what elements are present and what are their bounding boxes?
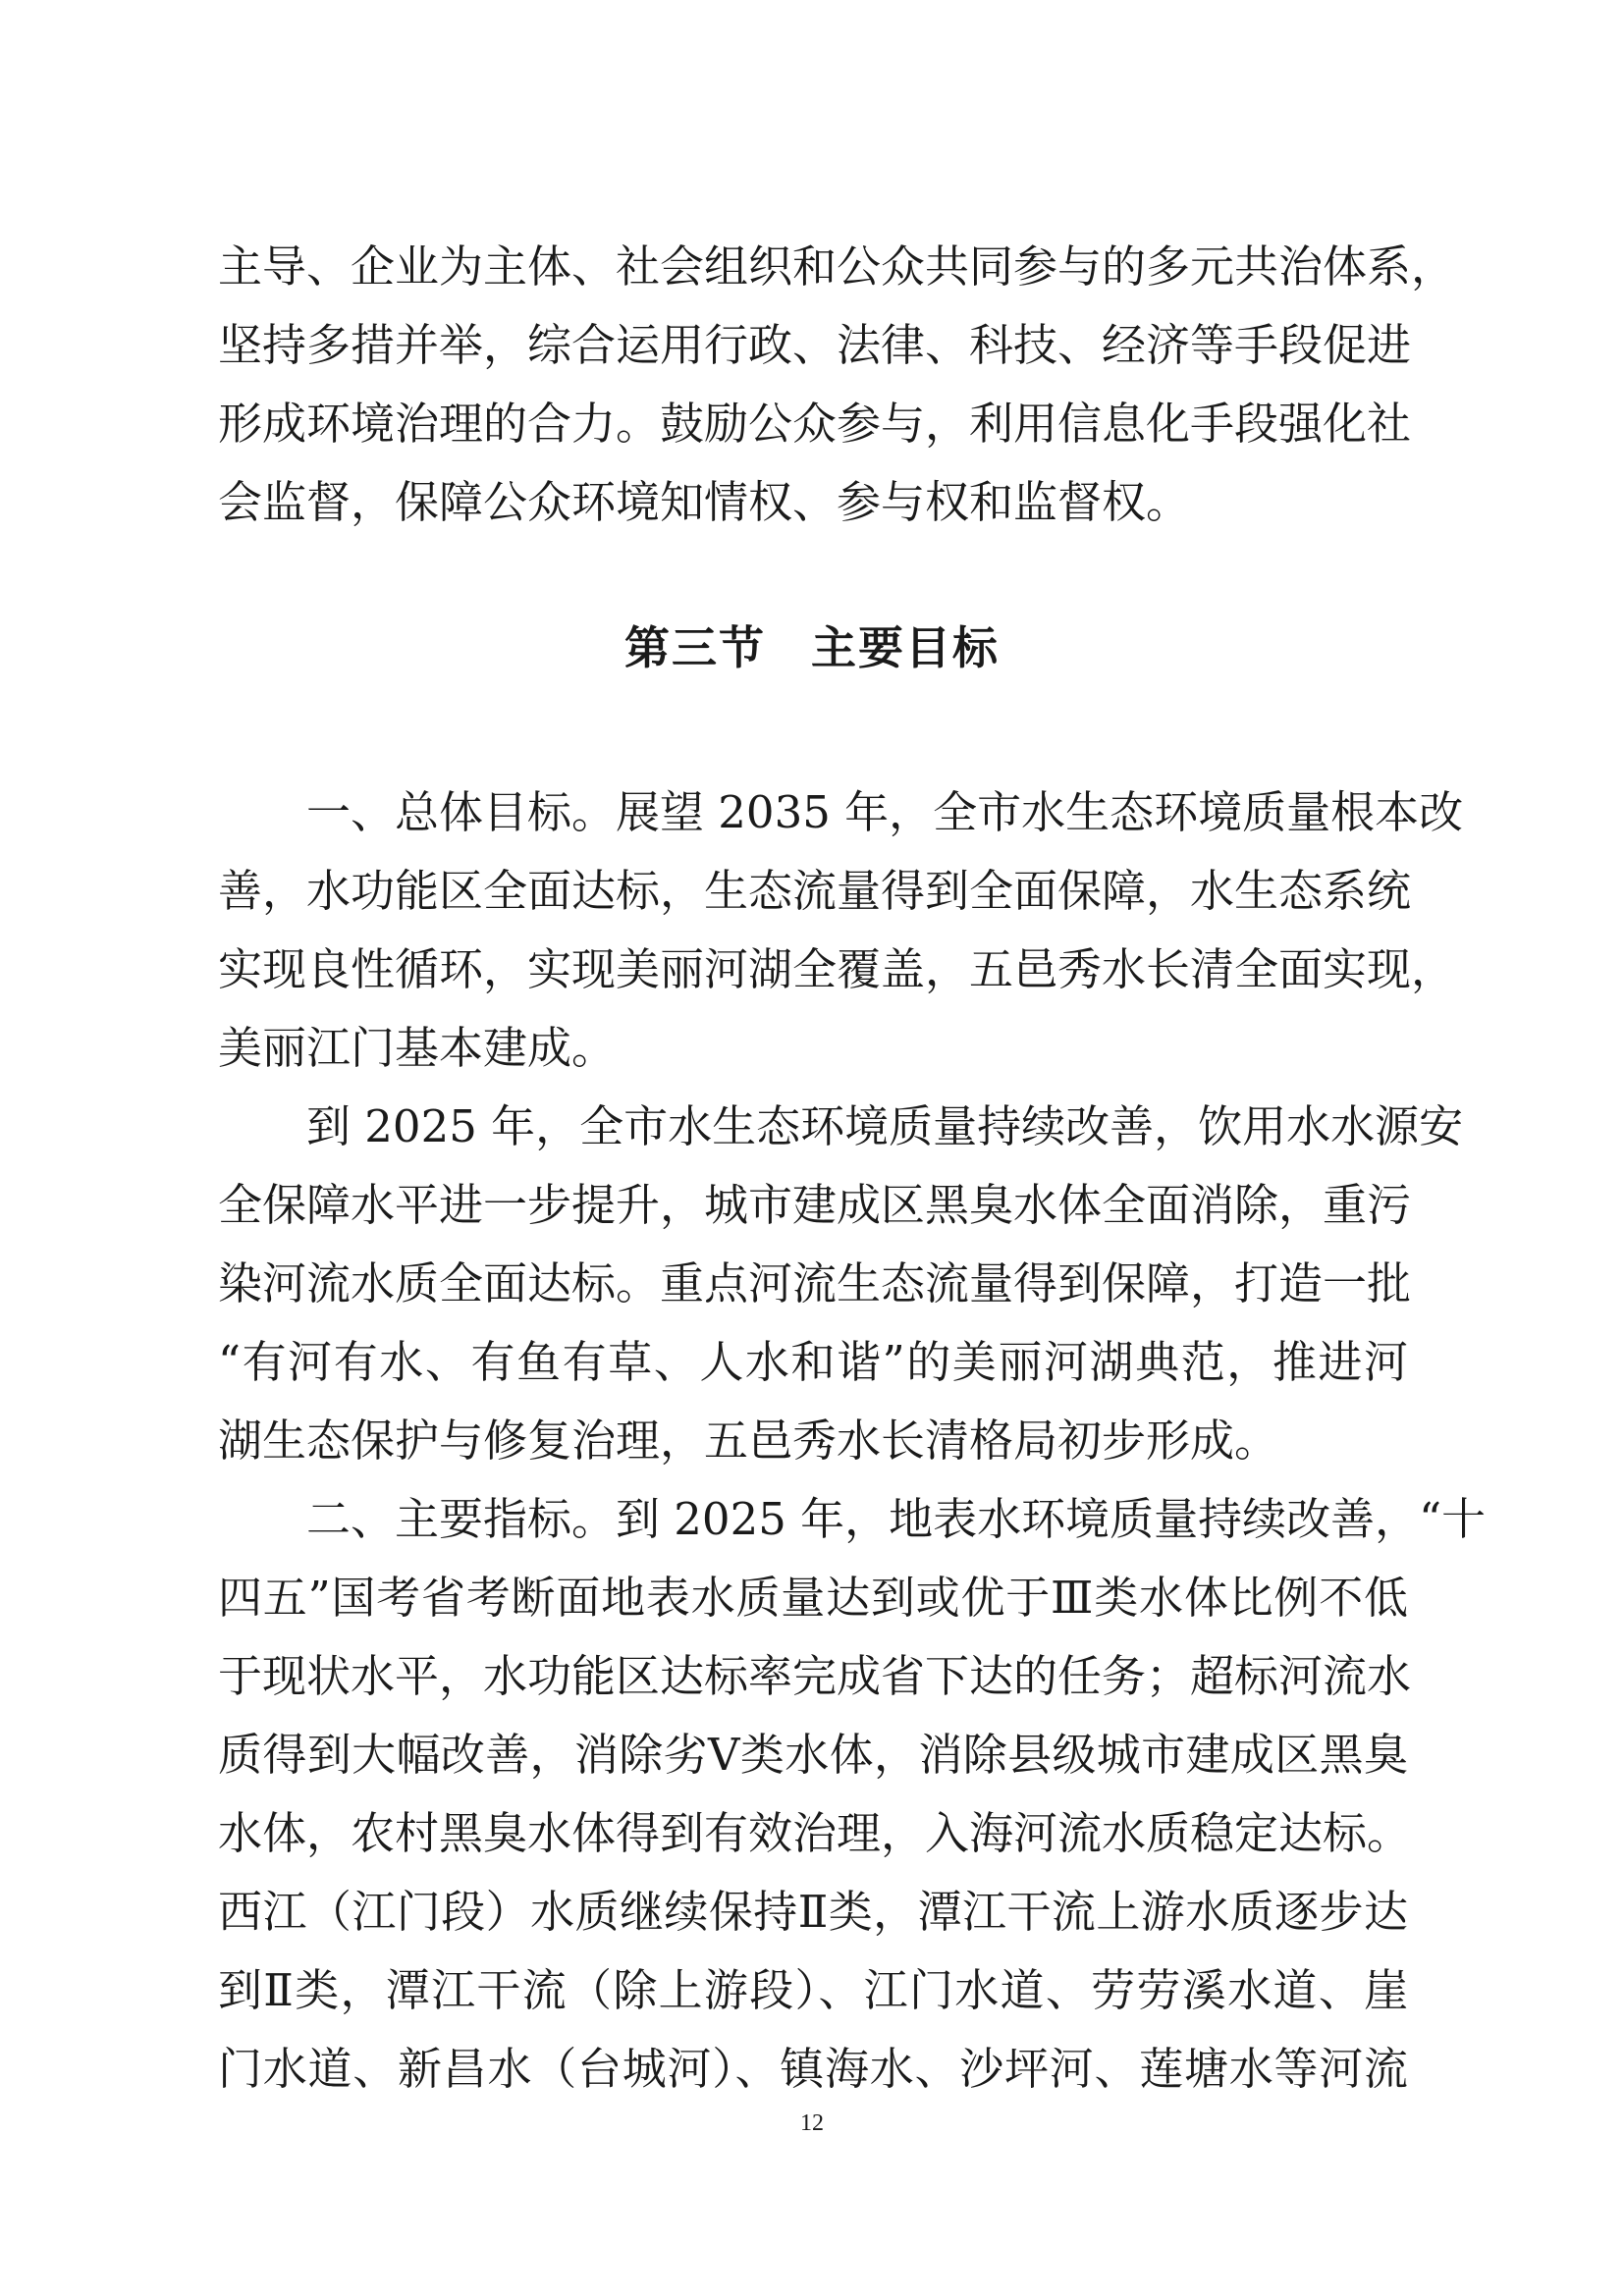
text-line: 会监督，保障公众环境知情权、参与权和监督权。 <box>218 476 1191 528</box>
text-line: “有河有水、有鱼有草、人水和谐”的美丽河湖典范，推进河 <box>218 1336 1408 1388</box>
text-line: 一、总体目标。展望 2035 年，全市水生态环境质量根本改 <box>306 786 1464 838</box>
text-line: 到Ⅱ类，潭江干流（除上游段）、江门水道、劳劳溪水道、崖 <box>218 1964 1408 2016</box>
text-line: 坚持多措并举，综合运用行政、法律、科技、经济等手段促进 <box>218 319 1412 371</box>
section-heading <box>0 609 1624 687</box>
text-line: 美丽江门基本建成。 <box>218 1022 617 1074</box>
text-line: 善，水功能区全面达标，生态流量得到全面保障，水生态系统 <box>218 865 1412 917</box>
text-line: 湖生态保护与修复治理，五邑秀水长清格局初步形成。 <box>218 1415 1279 1467</box>
text-line: 染河流水质全面达标。重点河流生态流量得到保障，打造一批 <box>218 1257 1412 1309</box>
page-number: 12 <box>800 2110 824 2136</box>
text-line: 水体，农村黑臭水体得到有效治理，入海河流水质稳定达标。 <box>218 1807 1412 1859</box>
text-line: 于现状水平，水功能区达标率完成省下达的任务；超标河流水 <box>218 1650 1412 1702</box>
text-line: 四五”国考省考断面地表水质量达到或优于Ⅲ类水体比例不低 <box>218 1572 1408 1624</box>
text-line: 全保障水平进一步提升，城市建成区黑臭水体全面消除，重污 <box>218 1179 1412 1231</box>
text-line: 形成环境治理的合力。鼓励公众参与，利用信息化手段强化社 <box>218 398 1412 450</box>
section-number: 第三节 <box>624 621 766 674</box>
text-line: 门水道、新昌水（台城河）、镇海水、沙坪河、莲塘水等河流 <box>218 2043 1408 2095</box>
text-line: 二、主要指标。到 2025 年，地表水环境质量持续改善，“十 <box>306 1493 1487 1545</box>
text-line: 质得到大幅改善，消除劣Ⅴ类水体，消除县级城市建成区黑臭 <box>218 1729 1408 1781</box>
text-line: 主导、企业为主体、社会组织和公众共同参与的多元共治体系， <box>218 240 1456 293</box>
text-line: 到 2025 年，全市水生态环境质量持续改善，饮用水水源安 <box>306 1100 1464 1152</box>
text-line: 实现良性循环，实现美丽河湖全覆盖，五邑秀水长清全面实现， <box>218 943 1456 995</box>
text-line: 西江（江门段）水质继续保持Ⅱ类，潭江干流上游水质逐步达 <box>218 1886 1408 1938</box>
section-title: 主要目标 <box>811 621 1000 674</box>
